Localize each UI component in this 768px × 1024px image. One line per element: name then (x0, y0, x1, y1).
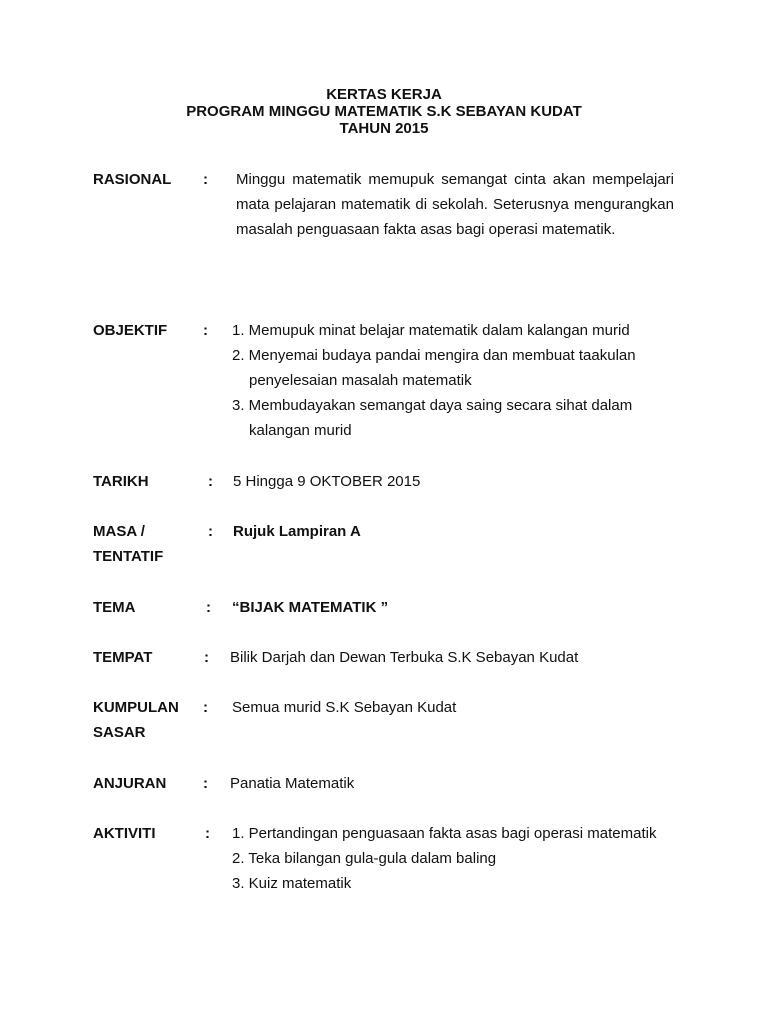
anjuran-value: Panatia Matematik (230, 775, 355, 792)
tarikh-label: TARIKH (93, 473, 149, 490)
document-header (0, 86, 768, 137)
kumpulan-value: Semua murid S.K Sebayan Kudat (232, 699, 457, 716)
tempat-value: Bilik Darjah dan Dewan Terbuka S.K Sebayan Kudat (230, 649, 579, 666)
tempat-label: TEMPAT (93, 649, 153, 666)
anjuran-colon: : (203, 775, 208, 792)
objektif-colon: : (203, 322, 208, 339)
aktiviti-list (232, 821, 692, 896)
kumpulan-colon: : (203, 699, 208, 716)
tempat-colon: : (204, 649, 209, 666)
objektif-item: 2. Menyemai budaya pandai mengira dan membuat taakulan penyelesaian masalah matematik (232, 347, 636, 389)
header-title: KERTAS KERJA (326, 86, 442, 103)
aktiviti-label: AKTIVITI (93, 825, 156, 842)
masa-label (93, 519, 163, 569)
kumpulan-label (93, 695, 179, 745)
kumpulan-label-line2: SASAR (93, 724, 146, 741)
tema-value: “BIJAK MATEMATIK ” (232, 599, 389, 616)
tema-colon: : (206, 599, 211, 616)
objektif-label: OBJEKTIF (93, 322, 168, 339)
masa-label-line1: MASA / (93, 523, 145, 540)
header-year: TAHUN 2015 (339, 120, 429, 137)
tema-label: TEMA (93, 599, 136, 616)
masa-value: Rujuk Lampiran A (233, 523, 361, 540)
tarikh-colon: : (208, 473, 213, 490)
objektif-item: 3. Membudayakan semangat daya saing secara sihat dalam kalangan murid (232, 397, 633, 439)
anjuran-label: ANJURAN (93, 775, 167, 792)
aktiviti-item: 1. Pertandingan penguasaan fakta asas bagi operasi matematik (232, 825, 657, 842)
objektif-item: 1. Memupuk minat belajar matematik dalam kalangan murid (232, 322, 630, 339)
masa-colon: : (208, 523, 213, 540)
rasional-colon: : (203, 171, 208, 188)
kumpulan-label-line1: KUMPULAN (93, 699, 179, 716)
header-program: PROGRAM MINGGU MATEMATIK S.K SEBAYAN KUDAT (186, 103, 582, 120)
aktiviti-item: 2. Teka bilangan gula-gula dalam baling (232, 850, 497, 867)
tarikh-value: 5 Hingga 9 OKTOBER 2015 (233, 473, 421, 490)
rasional-text: Minggu matematik memupuk semangat cinta akan mempelajari mata pelajaran matematik di sekolah. Seterusnya mengurangkan masalah penguasaan fakta asas bagi operasi matematik. (236, 171, 674, 238)
aktiviti-colon: : (205, 825, 210, 842)
objektif-list (232, 318, 672, 443)
aktiviti-item: 3. Kuiz matematik (232, 875, 352, 892)
rasional-label: RASIONAL (93, 171, 172, 188)
masa-label-line2: TENTATIF (93, 548, 164, 565)
